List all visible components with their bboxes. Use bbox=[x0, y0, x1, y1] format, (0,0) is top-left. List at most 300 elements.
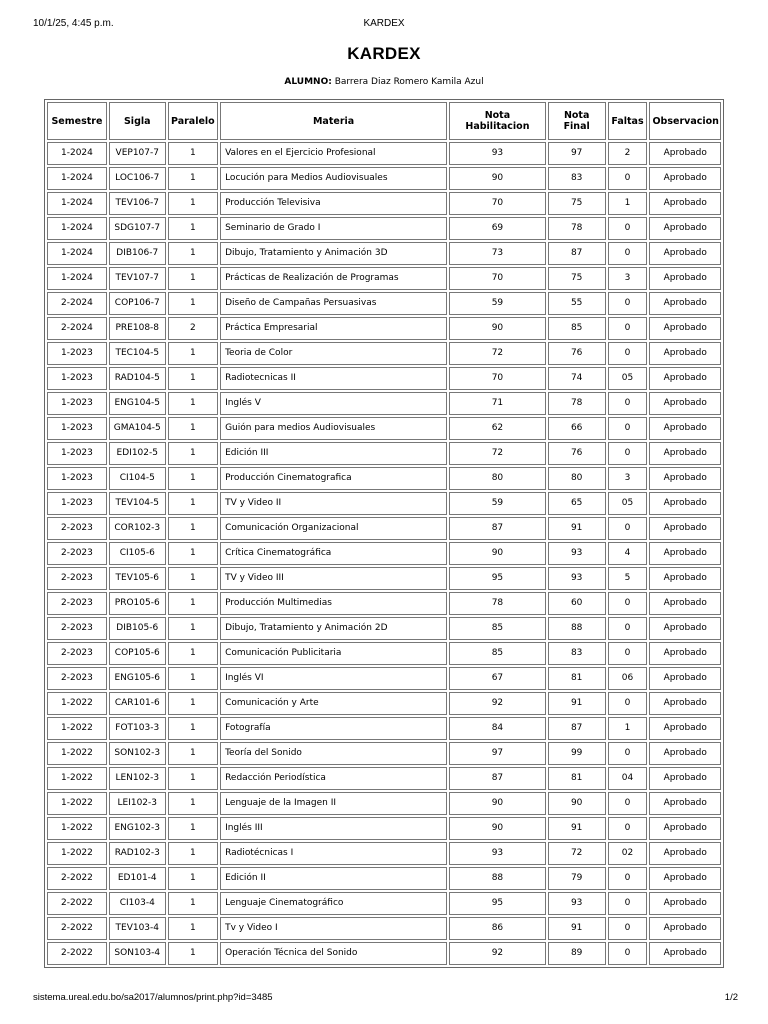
cell-paralelo: 1 bbox=[168, 292, 218, 315]
cell-nota-final: 79 bbox=[548, 867, 606, 890]
student-line bbox=[0, 77, 768, 87]
cell-paralelo: 1 bbox=[168, 342, 218, 365]
cell-faltas: 0 bbox=[608, 317, 648, 340]
cell-nota-habilitacion: 80 bbox=[449, 467, 546, 490]
page-number: 1/2 bbox=[724, 992, 738, 1003]
cell-observacion: Aprobado bbox=[649, 792, 721, 815]
cell-materia: Edición III bbox=[220, 442, 447, 465]
cell-nota-habilitacion: 90 bbox=[449, 792, 546, 815]
cell-semestre: 2-2023 bbox=[47, 517, 107, 540]
cell-observacion: Aprobado bbox=[649, 217, 721, 240]
cell-faltas: 5 bbox=[608, 567, 648, 590]
table-row bbox=[47, 217, 721, 240]
cell-faltas: 0 bbox=[608, 217, 648, 240]
cell-paralelo: 1 bbox=[168, 717, 218, 740]
cell-semestre: 1-2024 bbox=[47, 267, 107, 290]
table-row bbox=[47, 342, 721, 365]
cell-paralelo: 2 bbox=[168, 317, 218, 340]
cell-nota-final: 83 bbox=[548, 642, 606, 665]
cell-semestre: 1-2023 bbox=[47, 417, 107, 440]
cell-nota-habilitacion: 78 bbox=[449, 592, 546, 615]
cell-materia: Inglés III bbox=[220, 817, 447, 840]
cell-sigla: DIB105-6 bbox=[109, 617, 166, 640]
cell-nota-habilitacion: 93 bbox=[449, 142, 546, 165]
cell-materia: Inglés VI bbox=[220, 667, 447, 690]
cell-observacion: Aprobado bbox=[649, 742, 721, 765]
table-row bbox=[47, 392, 721, 415]
cell-paralelo: 1 bbox=[168, 567, 218, 590]
cell-sigla: LEN102-3 bbox=[109, 767, 166, 790]
cell-paralelo: 1 bbox=[168, 242, 218, 265]
cell-paralelo: 1 bbox=[168, 517, 218, 540]
header-nota-habilitacion: Nota Habilitacion bbox=[449, 102, 546, 140]
cell-semestre: 2-2023 bbox=[47, 617, 107, 640]
cell-nota-final: 91 bbox=[548, 817, 606, 840]
cell-observacion: Aprobado bbox=[649, 842, 721, 865]
cell-sigla: TEV107-7 bbox=[109, 267, 166, 290]
cell-nota-habilitacion: 95 bbox=[449, 892, 546, 915]
cell-sigla: ENG105-6 bbox=[109, 667, 166, 690]
table-row bbox=[47, 667, 721, 690]
cell-materia: Comunicación Organizacional bbox=[220, 517, 447, 540]
cell-sigla: SDG107-7 bbox=[109, 217, 166, 240]
cell-faltas: 0 bbox=[608, 792, 648, 815]
cell-paralelo: 1 bbox=[168, 417, 218, 440]
cell-semestre: 2-2023 bbox=[47, 667, 107, 690]
cell-faltas: 0 bbox=[608, 817, 648, 840]
cell-semestre: 2-2024 bbox=[47, 317, 107, 340]
table-row bbox=[47, 767, 721, 790]
cell-sigla: CI103-4 bbox=[109, 892, 166, 915]
table-row bbox=[47, 467, 721, 490]
cell-semestre: 1-2022 bbox=[47, 692, 107, 715]
cell-paralelo: 1 bbox=[168, 667, 218, 690]
table-row bbox=[47, 492, 721, 515]
cell-materia: Fotografía bbox=[220, 717, 447, 740]
cell-nota-habilitacion: 87 bbox=[449, 767, 546, 790]
cell-nota-final: 78 bbox=[548, 392, 606, 415]
table-row bbox=[47, 367, 721, 390]
table-row bbox=[47, 267, 721, 290]
cell-materia: Guión para medios Audiovisuales bbox=[220, 417, 447, 440]
header-materia: Materia bbox=[220, 102, 447, 140]
cell-materia: Edición II bbox=[220, 867, 447, 890]
cell-observacion: Aprobado bbox=[649, 892, 721, 915]
cell-nota-final: 93 bbox=[548, 542, 606, 565]
cell-materia: Inglés V bbox=[220, 392, 447, 415]
cell-sigla: TEV104-5 bbox=[109, 492, 166, 515]
cell-nota-habilitacion: 67 bbox=[449, 667, 546, 690]
cell-materia: Producción Televisiva bbox=[220, 192, 447, 215]
print-page-title: KARDEX bbox=[363, 18, 405, 29]
cell-faltas: 0 bbox=[608, 642, 648, 665]
cell-nota-habilitacion: 59 bbox=[449, 492, 546, 515]
cell-nota-habilitacion: 69 bbox=[449, 217, 546, 240]
cell-sigla: LEI102-3 bbox=[109, 792, 166, 815]
cell-faltas: 0 bbox=[608, 167, 648, 190]
cell-materia: TV y Video II bbox=[220, 492, 447, 515]
header-nota-final: Nota Final bbox=[548, 102, 606, 140]
cell-nota-final: 90 bbox=[548, 792, 606, 815]
cell-paralelo: 1 bbox=[168, 742, 218, 765]
cell-materia: Teoria de Color bbox=[220, 342, 447, 365]
cell-observacion: Aprobado bbox=[649, 667, 721, 690]
cell-observacion: Aprobado bbox=[649, 367, 721, 390]
kardex-table bbox=[44, 99, 724, 968]
cell-materia: Práctica Empresarial bbox=[220, 317, 447, 340]
cell-nota-habilitacion: 90 bbox=[449, 817, 546, 840]
cell-materia: Dibujo, Tratamiento y Animación 2D bbox=[220, 617, 447, 640]
cell-nota-habilitacion: 59 bbox=[449, 292, 546, 315]
cell-faltas: 06 bbox=[608, 667, 648, 690]
cell-observacion: Aprobado bbox=[649, 442, 721, 465]
cell-paralelo: 1 bbox=[168, 442, 218, 465]
cell-semestre: 1-2024 bbox=[47, 192, 107, 215]
cell-observacion: Aprobado bbox=[649, 517, 721, 540]
table-header-row bbox=[47, 102, 721, 140]
student-label: ALUMNO: bbox=[284, 77, 332, 87]
table-row bbox=[47, 417, 721, 440]
print-url: sistema.ureal.edu.bo/sa2017/alumnos/print.php?id=3485 bbox=[33, 992, 273, 1003]
cell-nota-final: 93 bbox=[548, 567, 606, 590]
cell-semestre: 2-2023 bbox=[47, 542, 107, 565]
cell-semestre: 2-2022 bbox=[47, 867, 107, 890]
cell-nota-final: 87 bbox=[548, 717, 606, 740]
cell-paralelo: 1 bbox=[168, 467, 218, 490]
cell-semestre: 1-2022 bbox=[47, 792, 107, 815]
cell-nota-final: 88 bbox=[548, 617, 606, 640]
header-semestre: Semestre bbox=[47, 102, 107, 140]
cell-observacion: Aprobado bbox=[649, 417, 721, 440]
cell-nota-final: 76 bbox=[548, 442, 606, 465]
cell-nota-habilitacion: 70 bbox=[449, 367, 546, 390]
cell-nota-final: 97 bbox=[548, 142, 606, 165]
cell-materia: Teoría del Sonido bbox=[220, 742, 447, 765]
cell-faltas: 0 bbox=[608, 742, 648, 765]
cell-nota-habilitacion: 90 bbox=[449, 317, 546, 340]
cell-paralelo: 1 bbox=[168, 267, 218, 290]
cell-semestre: 1-2024 bbox=[47, 242, 107, 265]
cell-nota-final: 74 bbox=[548, 367, 606, 390]
cell-materia: Radiotecnicas II bbox=[220, 367, 447, 390]
cell-semestre: 1-2022 bbox=[47, 717, 107, 740]
cell-observacion: Aprobado bbox=[649, 592, 721, 615]
cell-observacion: Aprobado bbox=[649, 642, 721, 665]
cell-semestre: 1-2023 bbox=[47, 367, 107, 390]
cell-materia: Operación Técnica del Sonido bbox=[220, 942, 447, 965]
table-row bbox=[47, 617, 721, 640]
cell-materia: Lenguaje de la Imagen II bbox=[220, 792, 447, 815]
cell-observacion: Aprobado bbox=[649, 617, 721, 640]
cell-nota-final: 93 bbox=[548, 892, 606, 915]
cell-nota-habilitacion: 70 bbox=[449, 192, 546, 215]
cell-paralelo: 1 bbox=[168, 692, 218, 715]
cell-paralelo: 1 bbox=[168, 167, 218, 190]
cell-paralelo: 1 bbox=[168, 142, 218, 165]
cell-paralelo: 1 bbox=[168, 917, 218, 940]
header-paralelo: Paralelo bbox=[168, 102, 218, 140]
cell-nota-final: 85 bbox=[548, 317, 606, 340]
cell-nota-habilitacion: 90 bbox=[449, 542, 546, 565]
cell-nota-habilitacion: 85 bbox=[449, 642, 546, 665]
cell-materia: Lenguaje Cinematográfico bbox=[220, 892, 447, 915]
cell-sigla: TEV106-7 bbox=[109, 192, 166, 215]
cell-semestre: 2-2023 bbox=[47, 592, 107, 615]
cell-semestre: 1-2022 bbox=[47, 767, 107, 790]
cell-nota-final: 89 bbox=[548, 942, 606, 965]
table-row bbox=[47, 917, 721, 940]
cell-paralelo: 1 bbox=[168, 842, 218, 865]
cell-faltas: 0 bbox=[608, 592, 648, 615]
cell-paralelo: 1 bbox=[168, 592, 218, 615]
cell-observacion: Aprobado bbox=[649, 467, 721, 490]
cell-materia: Prácticas de Realización de Programas bbox=[220, 267, 447, 290]
cell-faltas: 1 bbox=[608, 192, 648, 215]
cell-sigla: ED101-4 bbox=[109, 867, 166, 890]
cell-nota-habilitacion: 90 bbox=[449, 167, 546, 190]
cell-sigla: SON103-4 bbox=[109, 942, 166, 965]
cell-sigla: VEP107-7 bbox=[109, 142, 166, 165]
cell-faltas: 0 bbox=[608, 692, 648, 715]
cell-sigla: CAR101-6 bbox=[109, 692, 166, 715]
table-row bbox=[47, 692, 721, 715]
cell-sigla: PRE108-8 bbox=[109, 317, 166, 340]
cell-observacion: Aprobado bbox=[649, 817, 721, 840]
table-row bbox=[47, 292, 721, 315]
cell-nota-final: 72 bbox=[548, 842, 606, 865]
cell-materia: Comunicación Publicitaria bbox=[220, 642, 447, 665]
cell-observacion: Aprobado bbox=[649, 392, 721, 415]
header-faltas: Faltas bbox=[608, 102, 648, 140]
cell-nota-habilitacion: 92 bbox=[449, 692, 546, 715]
cell-faltas: 0 bbox=[608, 892, 648, 915]
cell-sigla: ENG102-3 bbox=[109, 817, 166, 840]
cell-paralelo: 1 bbox=[168, 192, 218, 215]
cell-sigla: COP106-7 bbox=[109, 292, 166, 315]
cell-nota-habilitacion: 85 bbox=[449, 617, 546, 640]
cell-sigla: TEV105-6 bbox=[109, 567, 166, 590]
cell-observacion: Aprobado bbox=[649, 542, 721, 565]
cell-paralelo: 1 bbox=[168, 767, 218, 790]
cell-sigla: DIB106-7 bbox=[109, 242, 166, 265]
cell-materia: Producción Cinematografica bbox=[220, 467, 447, 490]
cell-semestre: 1-2024 bbox=[47, 142, 107, 165]
cell-observacion: Aprobado bbox=[649, 942, 721, 965]
table-row bbox=[47, 592, 721, 615]
cell-semestre: 2-2024 bbox=[47, 292, 107, 315]
cell-observacion: Aprobado bbox=[649, 167, 721, 190]
cell-observacion: Aprobado bbox=[649, 267, 721, 290]
cell-semestre: 2-2022 bbox=[47, 892, 107, 915]
cell-observacion: Aprobado bbox=[649, 717, 721, 740]
cell-paralelo: 1 bbox=[168, 792, 218, 815]
cell-semestre: 1-2022 bbox=[47, 842, 107, 865]
table-row bbox=[47, 867, 721, 890]
cell-materia: Tv y Video I bbox=[220, 917, 447, 940]
cell-materia: Comunicación y Arte bbox=[220, 692, 447, 715]
cell-paralelo: 1 bbox=[168, 942, 218, 965]
cell-sigla: EDI102-5 bbox=[109, 442, 166, 465]
cell-paralelo: 1 bbox=[168, 642, 218, 665]
cell-faltas: 04 bbox=[608, 767, 648, 790]
cell-faltas: 3 bbox=[608, 267, 648, 290]
print-footer bbox=[33, 992, 738, 1006]
cell-nota-final: 91 bbox=[548, 692, 606, 715]
print-header bbox=[33, 18, 735, 34]
cell-faltas: 0 bbox=[608, 442, 648, 465]
cell-semestre: 1-2024 bbox=[47, 167, 107, 190]
cell-sigla: GMA104-5 bbox=[109, 417, 166, 440]
document-title: KARDEX bbox=[347, 44, 421, 63]
cell-semestre: 1-2022 bbox=[47, 817, 107, 840]
cell-nota-habilitacion: 95 bbox=[449, 567, 546, 590]
cell-semestre: 1-2023 bbox=[47, 342, 107, 365]
cell-semestre: 2-2023 bbox=[47, 567, 107, 590]
cell-nota-final: 78 bbox=[548, 217, 606, 240]
cell-nota-habilitacion: 62 bbox=[449, 417, 546, 440]
cell-nota-final: 55 bbox=[548, 292, 606, 315]
print-datetime: 10/1/25, 4:45 p.m. bbox=[33, 18, 114, 29]
header-observacion: Observacion bbox=[649, 102, 721, 140]
cell-observacion: Aprobado bbox=[649, 492, 721, 515]
cell-semestre: 1-2024 bbox=[47, 217, 107, 240]
cell-semestre: 1-2022 bbox=[47, 742, 107, 765]
cell-paralelo: 1 bbox=[168, 892, 218, 915]
cell-faltas: 0 bbox=[608, 917, 648, 940]
cell-sigla: RAD102-3 bbox=[109, 842, 166, 865]
cell-nota-final: 66 bbox=[548, 417, 606, 440]
cell-nota-final: 91 bbox=[548, 517, 606, 540]
cell-semestre: 1-2023 bbox=[47, 392, 107, 415]
cell-semestre: 1-2023 bbox=[47, 467, 107, 490]
cell-paralelo: 1 bbox=[168, 392, 218, 415]
cell-nota-final: 87 bbox=[548, 242, 606, 265]
cell-faltas: 0 bbox=[608, 292, 648, 315]
table-row bbox=[47, 317, 721, 340]
cell-materia: Locución para Medios Audiovisuales bbox=[220, 167, 447, 190]
table-row bbox=[47, 942, 721, 965]
cell-sigla: FOT103-3 bbox=[109, 717, 166, 740]
table-row bbox=[47, 792, 721, 815]
cell-observacion: Aprobado bbox=[649, 567, 721, 590]
cell-paralelo: 1 bbox=[168, 217, 218, 240]
table-row bbox=[47, 842, 721, 865]
cell-observacion: Aprobado bbox=[649, 142, 721, 165]
cell-faltas: 0 bbox=[608, 417, 648, 440]
cell-nota-final: 99 bbox=[548, 742, 606, 765]
cell-paralelo: 1 bbox=[168, 817, 218, 840]
cell-nota-habilitacion: 88 bbox=[449, 867, 546, 890]
cell-nota-habilitacion: 86 bbox=[449, 917, 546, 940]
cell-paralelo: 1 bbox=[168, 367, 218, 390]
cell-faltas: 1 bbox=[608, 717, 648, 740]
cell-faltas: 02 bbox=[608, 842, 648, 865]
header-sigla: Sigla bbox=[109, 102, 166, 140]
cell-faltas: 0 bbox=[608, 392, 648, 415]
cell-sigla: COP105-6 bbox=[109, 642, 166, 665]
table-row bbox=[47, 142, 721, 165]
cell-sigla: SON102-3 bbox=[109, 742, 166, 765]
cell-observacion: Aprobado bbox=[649, 342, 721, 365]
cell-nota-habilitacion: 97 bbox=[449, 742, 546, 765]
cell-nota-habilitacion: 72 bbox=[449, 342, 546, 365]
table-row bbox=[47, 242, 721, 265]
cell-semestre: 1-2023 bbox=[47, 492, 107, 515]
cell-paralelo: 1 bbox=[168, 542, 218, 565]
cell-observacion: Aprobado bbox=[649, 292, 721, 315]
cell-observacion: Aprobado bbox=[649, 242, 721, 265]
cell-materia: Dibujo, Tratamiento y Animación 3D bbox=[220, 242, 447, 265]
cell-nota-habilitacion: 93 bbox=[449, 842, 546, 865]
table-row bbox=[47, 642, 721, 665]
cell-sigla: CI105-6 bbox=[109, 542, 166, 565]
cell-faltas: 0 bbox=[608, 242, 648, 265]
cell-nota-final: 83 bbox=[548, 167, 606, 190]
table-row bbox=[47, 717, 721, 740]
table-row bbox=[47, 892, 721, 915]
cell-sigla: ENG104-5 bbox=[109, 392, 166, 415]
cell-observacion: Aprobado bbox=[649, 317, 721, 340]
cell-nota-final: 76 bbox=[548, 342, 606, 365]
cell-nota-habilitacion: 70 bbox=[449, 267, 546, 290]
cell-nota-final: 60 bbox=[548, 592, 606, 615]
table-row bbox=[47, 542, 721, 565]
table-row bbox=[47, 192, 721, 215]
cell-materia: Redacción Periodística bbox=[220, 767, 447, 790]
cell-observacion: Aprobado bbox=[649, 767, 721, 790]
cell-materia: Diseño de Campañas Persuasivas bbox=[220, 292, 447, 315]
cell-faltas: 0 bbox=[608, 342, 648, 365]
cell-nota-habilitacion: 92 bbox=[449, 942, 546, 965]
cell-semestre: 1-2023 bbox=[47, 442, 107, 465]
cell-nota-final: 75 bbox=[548, 192, 606, 215]
cell-nota-habilitacion: 84 bbox=[449, 717, 546, 740]
cell-faltas: 05 bbox=[608, 367, 648, 390]
table-row bbox=[47, 567, 721, 590]
cell-nota-final: 65 bbox=[548, 492, 606, 515]
cell-sigla: TEV103-4 bbox=[109, 917, 166, 940]
cell-faltas: 0 bbox=[608, 517, 648, 540]
cell-nota-final: 80 bbox=[548, 467, 606, 490]
cell-faltas: 0 bbox=[608, 617, 648, 640]
table-row bbox=[47, 817, 721, 840]
cell-paralelo: 1 bbox=[168, 867, 218, 890]
table-row bbox=[47, 742, 721, 765]
cell-observacion: Aprobado bbox=[649, 867, 721, 890]
cell-nota-final: 81 bbox=[548, 767, 606, 790]
cell-nota-habilitacion: 73 bbox=[449, 242, 546, 265]
table-row bbox=[47, 517, 721, 540]
cell-materia: Crítica Cinematográfica bbox=[220, 542, 447, 565]
cell-faltas: 0 bbox=[608, 942, 648, 965]
cell-sigla: LOC106-7 bbox=[109, 167, 166, 190]
cell-paralelo: 1 bbox=[168, 617, 218, 640]
cell-nota-final: 91 bbox=[548, 917, 606, 940]
cell-sigla: COR102-3 bbox=[109, 517, 166, 540]
cell-semestre: 2-2022 bbox=[47, 917, 107, 940]
cell-materia: Radiotécnicas I bbox=[220, 842, 447, 865]
cell-observacion: Aprobado bbox=[649, 192, 721, 215]
cell-sigla: CI104-5 bbox=[109, 467, 166, 490]
cell-materia: TV y Video III bbox=[220, 567, 447, 590]
cell-nota-final: 75 bbox=[548, 267, 606, 290]
cell-materia: Valores en el Ejercicio Profesional bbox=[220, 142, 447, 165]
cell-faltas: 3 bbox=[608, 467, 648, 490]
cell-faltas: 2 bbox=[608, 142, 648, 165]
cell-faltas: 05 bbox=[608, 492, 648, 515]
cell-semestre: 2-2022 bbox=[47, 942, 107, 965]
cell-nota-habilitacion: 87 bbox=[449, 517, 546, 540]
